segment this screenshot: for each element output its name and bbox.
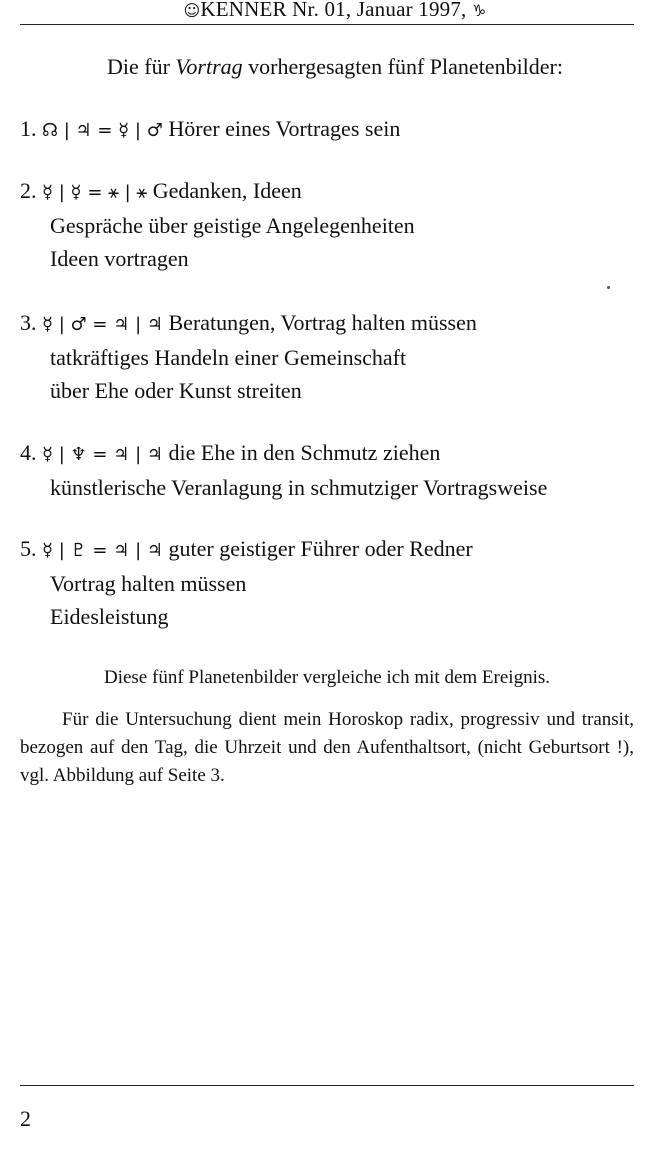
print-speck <box>607 286 610 289</box>
item-number: 1. <box>20 116 37 141</box>
paragraph: Diese fünf Planetenbilder vergleiche ich mit dem Ereignis. <box>103 667 550 688</box>
planet-formula: ☿ | ♂ = ♃ | ♃ <box>42 314 163 335</box>
item-text: guter geistiger Führer oder Redner <box>168 536 473 561</box>
item-number: 2. <box>20 178 37 203</box>
item-text: Beratungen, Vortrag halten müssen <box>168 310 477 335</box>
list-item <box>20 174 660 275</box>
page-header <box>0 0 670 22</box>
list-item <box>20 112 660 147</box>
planet-formula: ☊ | ♃ = ☿ | ♂ <box>42 120 163 141</box>
item-number: 3. <box>20 310 37 335</box>
intro-line <box>0 54 670 80</box>
intro-emphasis: Vortrag <box>175 54 243 79</box>
intro-before: Die für <box>107 54 176 79</box>
paragraph: Für die Untersuchung dient mein Horoskop radix, progressiv und transit, bezogen auf den Tag, die Uhrzeit und den Aufenthaltsort, (nicht Geburtsort !), vgl. Abbildung auf Seite 3. <box>20 709 634 786</box>
item-subline: künstlerische Veranlagung in schmutziger Vortragsweise <box>50 475 548 500</box>
item-subline: Gespräche über geistige Angelegenheiten <box>50 213 415 238</box>
item-number: 4. <box>20 440 37 465</box>
list-item <box>20 532 660 633</box>
planet-formula: ☿ | ♇ = ♃ | ♃ <box>42 540 163 561</box>
planet-formula: ☿ | ♆ = ♃ | ♃ <box>42 444 163 465</box>
page-number: 2 <box>20 1106 31 1131</box>
item-text: Hörer eines Vortrages sein <box>168 116 401 141</box>
list-item <box>20 436 660 504</box>
intro-after: vorhergesagten fünf Planetenbilder: <box>242 54 563 79</box>
item-subline: Ideen vortragen <box>50 246 189 271</box>
planet-formula: ☿ | ☿ = ⚹ | ⚹ <box>42 182 148 203</box>
item-subline: Vortrag halten müssen <box>50 571 247 596</box>
list-item <box>20 306 660 407</box>
item-number: 5. <box>20 536 37 561</box>
header-title: KENNER Nr. 01, Januar 1997, <box>200 0 472 21</box>
capricorn-icon: ♑ <box>471 1 487 20</box>
header-rule <box>20 24 634 25</box>
item-text: Gedanken, Ideen <box>152 178 302 203</box>
footer-rule <box>20 1085 634 1086</box>
item-text: die Ehe in den Schmutz ziehen <box>168 440 441 465</box>
item-subline: Eidesleistung <box>50 604 169 629</box>
face-emblem-icon: ☺ <box>183 1 201 20</box>
item-subline: über Ehe oder Kunst streiten <box>50 378 302 403</box>
item-subline: tatkräftiges Handeln einer Gemeinschaft <box>50 345 407 370</box>
